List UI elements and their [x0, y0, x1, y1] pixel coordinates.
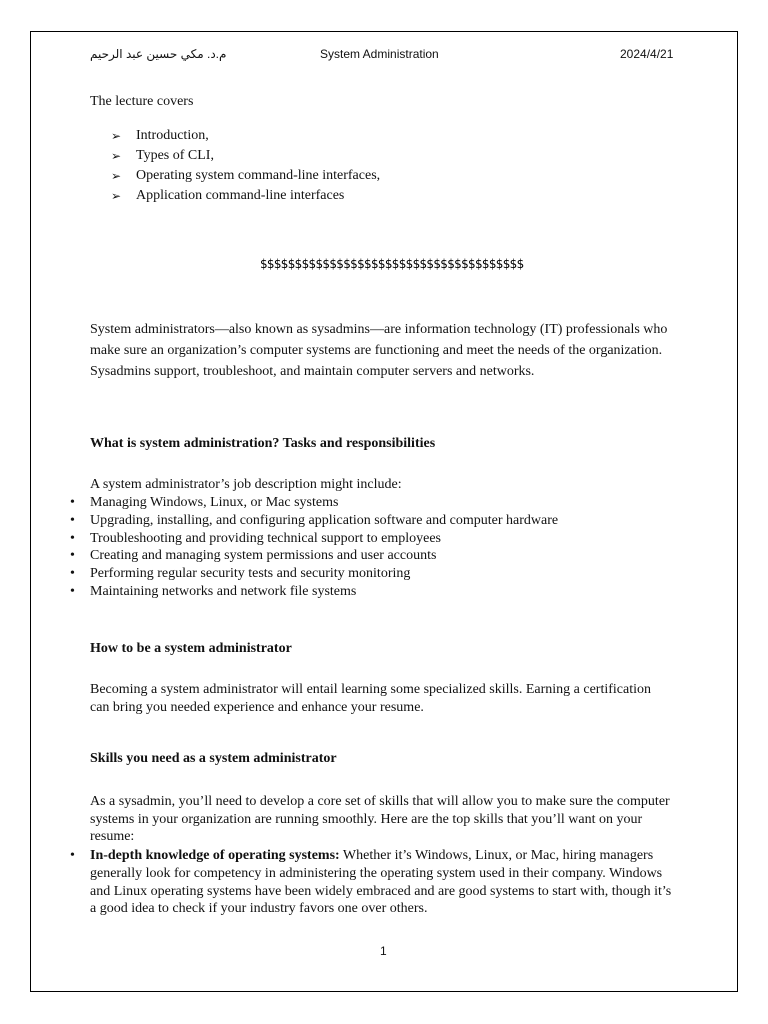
header-title: System Administration — [320, 47, 439, 61]
list-item: • Troubleshooting and providing technical support to employees — [70, 530, 441, 546]
arrow-bullet-icon: ➢ — [111, 149, 122, 163]
definition-paragraph: System administrators—also known as sysadmins—are information technology (IT) professionals who make sure an organization’s computer systems are functioning and meet the needs of the organization. Sysadmins support, troubleshoot, and maintain computer servers and networks. — [90, 322, 668, 379]
arrow-bullet-icon: ➢ — [111, 129, 122, 143]
intro-lead: The lecture covers — [90, 94, 194, 109]
arrow-bullet-icon: ➢ — [111, 189, 122, 203]
bullet-icon: • — [70, 583, 75, 599]
list-item: • Creating and managing system permissions and user accounts — [70, 548, 437, 564]
list-item: ➢ Types of CLI, — [111, 146, 671, 166]
skill-description: Whether it’s Windows, Linux, or Mac, hiring managers generally look for competency in administering the operating system used in their company. Windows and Linux operating systems have been widely embraced and are good systems to start with, though it’s a good idea to check if your industry favors one over others. — [90, 848, 672, 917]
bullet-icon: • — [70, 566, 75, 582]
skill-title: In-depth knowledge of operating systems: — [90, 848, 340, 863]
list-item: ➢ Application command-line interfaces — [111, 186, 671, 206]
header-author: م.د. مكي حسين عبد الرحيم — [90, 47, 227, 61]
bullet-icon: • — [70, 512, 75, 528]
skills-list — [68, 847, 678, 918]
howto-paragraph: Becoming a system administrator will entail learning some specialized skills. Earning a certification can bring you needed experience and enhance your resume. — [90, 682, 652, 715]
skills-paragraph: As a sysadmin, you’ll need to develop a core set of skills that will allow you to make sure the computer systems in your organization are running smoothly. Here are the top skills that you’ll want on your resume: — [90, 794, 670, 844]
bullet-icon: • — [70, 848, 75, 863]
list-item: ➢ Operating system command-line interfaces, — [111, 166, 671, 186]
bullet-icon: • — [70, 495, 75, 510]
howto-heading: How to be a system administrator — [90, 641, 292, 656]
separator-line: $$$$$$$$$$$$$$$$$$$$$$$$$$$$$$$$$$$$$$ — [260, 257, 524, 271]
page-number: 1 — [380, 944, 387, 958]
bullet-icon: • — [70, 530, 75, 546]
header-date: 2024/4/21 — [620, 47, 674, 61]
skills-heading: Skills you need as a system administrator — [90, 751, 337, 766]
tasks-list — [68, 494, 688, 601]
list-item — [68, 847, 678, 918]
list-item: • Performing regular security tests and security monitoring — [70, 566, 411, 582]
bullet-icon: • — [70, 548, 75, 564]
tasks-lead: A system administrator’s job description might include: — [90, 477, 402, 492]
list-item: • Maintaining networks and network file systems — [70, 583, 357, 599]
arrow-bullet-icon: ➢ — [111, 169, 122, 183]
list-item: ➢ Introduction, — [111, 126, 671, 146]
tasks-heading: What is system administration? Tasks and responsibilities — [90, 436, 436, 451]
list-item: • Upgrading, installing, and configuring application software and computer hardware — [70, 512, 559, 528]
list-item: • Managing Windows, Linux, or Mac systems — [70, 495, 339, 510]
topic-list — [111, 126, 671, 206]
